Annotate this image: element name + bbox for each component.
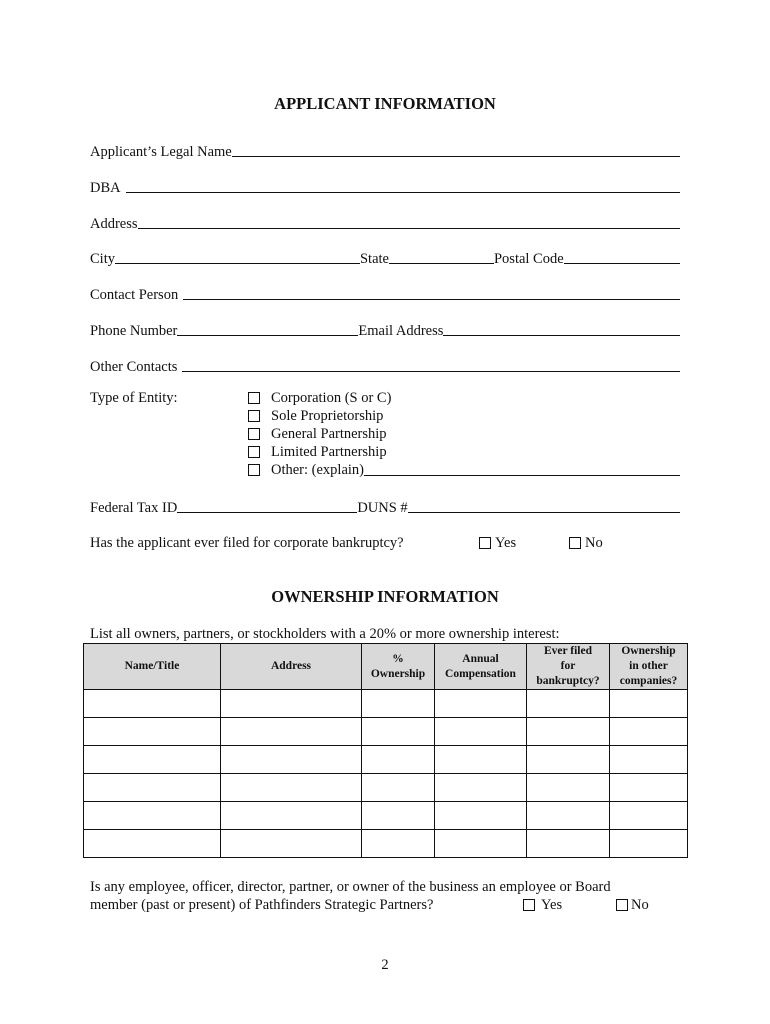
phone-number-label: Phone Number xyxy=(90,323,178,339)
other-explain-field[interactable] xyxy=(364,475,680,476)
entity-option-corporation[interactable] xyxy=(248,389,391,407)
entity-option-label: Other: (explain) xyxy=(271,462,365,478)
state-label: State xyxy=(359,251,389,267)
table-cell[interactable] xyxy=(527,746,610,774)
table-cell[interactable] xyxy=(435,690,527,718)
table-cell[interactable] xyxy=(527,802,610,830)
table-cell[interactable] xyxy=(527,830,610,858)
contact-person-field[interactable] xyxy=(183,299,680,300)
entity-option-general-partnership[interactable] xyxy=(248,425,387,443)
checkbox-icon[interactable] xyxy=(523,899,535,911)
entity-option-sole-proprietorship[interactable] xyxy=(248,407,383,425)
board-yes-option[interactable] xyxy=(523,897,562,913)
city-state-postal-row xyxy=(90,247,680,267)
board-no-option[interactable] xyxy=(616,897,649,913)
table-cell[interactable] xyxy=(84,830,221,858)
legal-name-field[interactable] xyxy=(232,156,680,157)
table-cell[interactable] xyxy=(610,718,688,746)
ownership-instruction: List all owners, partners, or stockholders with a 20% or more ownership interest: xyxy=(90,626,560,642)
table-cell[interactable] xyxy=(84,802,221,830)
bankruptcy-yes-option[interactable] xyxy=(479,535,516,551)
dba-label: DBA xyxy=(90,180,121,196)
table-cell[interactable] xyxy=(362,690,435,718)
dba-field[interactable] xyxy=(126,192,680,193)
postal-code-field[interactable] xyxy=(564,263,680,264)
column-header-ever-filed-bankruptcy: Ever filed for bankruptcy? xyxy=(527,644,610,690)
entity-option-label: General Partnership xyxy=(271,426,387,442)
table-row xyxy=(84,774,688,802)
table-row xyxy=(84,830,688,858)
table-cell[interactable] xyxy=(221,690,362,718)
bankruptcy-question: Has the applicant ever filed for corporate bankruptcy? xyxy=(90,535,404,551)
address-label: Address xyxy=(90,216,138,232)
entity-option-label: Corporation (S or C) xyxy=(271,390,392,406)
other-contacts-field[interactable] xyxy=(182,371,680,372)
column-header-name-title: Name/Title xyxy=(84,644,221,690)
table-cell[interactable] xyxy=(435,774,527,802)
column-header-address: Address xyxy=(221,644,362,690)
checkbox-icon[interactable] xyxy=(248,428,260,440)
table-cell[interactable] xyxy=(435,830,527,858)
table-row xyxy=(84,690,688,718)
checkbox-icon[interactable] xyxy=(569,537,581,549)
column-header-annual-compensation: Annual Compensation xyxy=(435,644,527,690)
checkbox-icon[interactable] xyxy=(616,899,628,911)
table-cell[interactable] xyxy=(84,746,221,774)
address-row xyxy=(90,212,680,232)
column-header-ownership-other-companies: Ownership in other companies? xyxy=(610,644,688,690)
checkbox-icon[interactable] xyxy=(248,446,260,458)
table-cell[interactable] xyxy=(84,774,221,802)
board-question-line-1: Is any employee, officer, director, partner, or owner of the business an employee or Board xyxy=(90,879,611,895)
federal-tax-id-field[interactable] xyxy=(177,512,357,513)
board-question-line-2: member (past or present) of Pathfinders Strategic Partners? xyxy=(90,897,434,913)
table-cell[interactable] xyxy=(610,690,688,718)
column-header-percent-ownership: % Ownership xyxy=(362,644,435,690)
checkbox-icon[interactable] xyxy=(248,410,260,422)
no-label: No xyxy=(585,535,603,551)
type-of-entity-label: Type of Entity: xyxy=(90,390,178,406)
entity-option-label: Limited Partnership xyxy=(271,444,387,460)
duns-label: DUNS # xyxy=(357,500,408,516)
table-cell[interactable] xyxy=(362,718,435,746)
ownership-table xyxy=(83,643,688,858)
federal-tax-id-label: Federal Tax ID xyxy=(90,500,178,516)
table-cell[interactable] xyxy=(610,830,688,858)
legal-name-row xyxy=(90,140,680,160)
entity-option-limited-partnership[interactable] xyxy=(248,443,387,461)
phone-email-row xyxy=(90,319,680,339)
ownership-information-heading: OWNERSHIP INFORMATION xyxy=(271,587,499,606)
email-address-label: Email Address xyxy=(358,323,444,339)
yes-label: Yes xyxy=(495,535,517,551)
yes-label: Yes xyxy=(541,897,563,913)
table-cell[interactable] xyxy=(435,718,527,746)
table-cell[interactable] xyxy=(362,802,435,830)
table-row xyxy=(84,718,688,746)
table-cell[interactable] xyxy=(435,802,527,830)
state-field[interactable] xyxy=(389,263,494,264)
other-contacts-label: Other Contacts xyxy=(90,359,178,375)
duns-field[interactable] xyxy=(408,512,680,513)
table-cell[interactable] xyxy=(221,718,362,746)
entity-option-other[interactable] xyxy=(248,461,680,479)
page-number: 2 xyxy=(381,957,389,973)
city-label: City xyxy=(90,251,115,267)
table-cell[interactable] xyxy=(221,774,362,802)
table-cell[interactable] xyxy=(221,746,362,774)
table-cell[interactable] xyxy=(610,802,688,830)
no-label: No xyxy=(631,897,649,913)
table-cell[interactable] xyxy=(362,830,435,858)
table-header-row xyxy=(84,644,688,690)
entity-option-label: Sole Proprietorship xyxy=(271,408,384,424)
table-row xyxy=(84,746,688,774)
table-cell[interactable] xyxy=(221,830,362,858)
legal-name-label: Applicant’s Legal Name xyxy=(90,144,232,160)
table-cell[interactable] xyxy=(221,802,362,830)
table-cell[interactable] xyxy=(527,690,610,718)
table-cell[interactable] xyxy=(610,774,688,802)
phone-number-field[interactable] xyxy=(177,335,358,336)
postal-code-label: Postal Code xyxy=(493,251,564,267)
dba-row xyxy=(90,176,680,196)
contact-person-label: Contact Person xyxy=(90,287,179,303)
table-cell[interactable] xyxy=(84,690,221,718)
address-field[interactable] xyxy=(138,228,680,229)
table-cell[interactable] xyxy=(362,746,435,774)
checkbox-icon[interactable] xyxy=(248,464,260,476)
city-field[interactable] xyxy=(115,263,360,264)
table-cell[interactable] xyxy=(527,718,610,746)
tax-id-duns-row xyxy=(90,496,680,516)
other-contacts-row xyxy=(90,355,680,375)
checkbox-icon[interactable] xyxy=(248,392,260,404)
bankruptcy-no-option[interactable] xyxy=(569,535,603,551)
contact-person-row xyxy=(90,283,680,303)
applicant-information-heading: APPLICANT INFORMATION xyxy=(274,94,496,113)
table-cell[interactable] xyxy=(435,746,527,774)
table-cell[interactable] xyxy=(362,774,435,802)
table-row xyxy=(84,802,688,830)
table-cell[interactable] xyxy=(610,746,688,774)
email-address-field[interactable] xyxy=(443,335,680,336)
table-cell[interactable] xyxy=(84,718,221,746)
table-cell[interactable] xyxy=(527,774,610,802)
checkbox-icon[interactable] xyxy=(479,537,491,549)
